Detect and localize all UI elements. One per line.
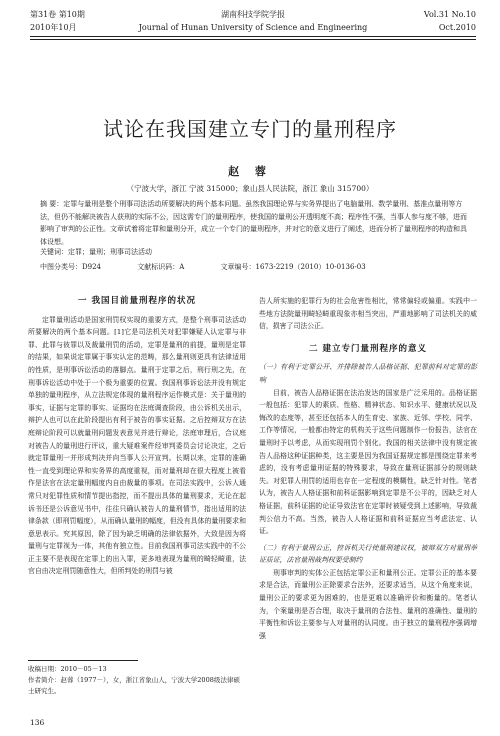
subsection-heading-1: （一）有利于定罪公开、并排除被告人品格证据、犯罪前科对定罪的影响 — [259, 363, 477, 384]
document-code: 文献标识码：A — [137, 263, 185, 271]
classification-meta — [40, 262, 470, 272]
volume-issue-cn: 第31卷 第10期 — [30, 10, 85, 19]
keywords: 关键词：定罪；量刑；刑事司法活动 — [40, 248, 152, 256]
header-rule-thick — [30, 36, 476, 37]
page-number: 136 — [30, 718, 45, 727]
body-paragraph-continued: 告人所实施的犯罪行为的社会危害性相比，常常偏轻或偏重。实践中一些地方法院量刑畸轻畸重现象亦相当突出，严重地影响了司法机关的威信，损害了司法公正。 — [259, 297, 477, 331]
author-name: 赵 蓉 — [228, 165, 272, 178]
body-paragraph: 刑事审判的实体公正包括定罪公正和量刑公正。定罪公正的基本要求是合法，而量刑公正除要求合法外，还要求适当，从这个角度来说，量刑公正的要求更为困难的，也是更难以准确评价和衡量的。笔者认为，个案量刑是否合理，取决于量刑的合法性、量刑的准确性、量刑的平衡性和诉讼主要参与人对量刑的认同度。由于独立的量刑程序强调增强 — [259, 568, 477, 640]
running-header — [30, 8, 476, 40]
body-paragraph: 目前，被告人品格证据在法治发达的国家是广泛采用的。品格证据一般包括：犯罪人的素质、性格、精神状态、知识水平、健康状况以及悔改的态度等，甚至还包括本人的生育史、家族、近邻、学校、同学、工作等情况，一般都由特定的机构关于这些问题制作一份报告，法官在量刑时予以考虑，从而实现刑罚个别化。我国的相关法律中没有规定被告人品格这种证据种类，这主要是因为我国证据规定都是围绕定罪来考虑的，没有考虑量刑证据的特殊要求，导致在量刑证据部分的规则缺失。对犯罪人刑罚的适用也存在一定程度的模糊性，缺乏针对性。笔者认为，被告人人格证据和前科证据影响到定罪是不公平的，因缺乏对人格证据，前科证据的论证导致法官在定罪时被疑受到上述影响，导致裁判公信力不高。当然，被告人人格证据和前科证据应当考虑法定、认证。 — [259, 388, 477, 536]
footnote — [28, 660, 246, 697]
article-number: 文章编号：1673-2219（2010）10-0136-03 — [220, 263, 366, 271]
header-rule-thin — [30, 39, 476, 40]
received-date: 收稿日期：2010－05－13 — [28, 665, 107, 673]
footnote-rule — [28, 660, 138, 661]
journal-name — [30, 8, 476, 34]
left-column — [28, 295, 246, 578]
section-heading-2: 二 建立专门量刑程序的意义 — [309, 343, 427, 354]
abstract — [40, 198, 470, 248]
journal-name-en: Journal of Hunan University of Science and Engineering — [138, 23, 368, 32]
journal-name-cn: 湖南科技学院学报 — [221, 10, 285, 19]
clc-number: 中图分类号：D924 — [40, 263, 101, 271]
affiliation: （宁波大学，浙江 宁波 315000；象山县人民法院，浙江 象山 315700） — [126, 184, 374, 193]
volume-issue-en — [424, 8, 476, 34]
volume-en: Vol.31 No.10 — [423, 10, 476, 19]
date-en: Oct.2010 — [438, 23, 476, 32]
section-heading-1: 一 我国目前量刑程序的状况 — [78, 296, 196, 306]
paper-title: 试论在我国建立专门的量刑程序 — [103, 117, 397, 141]
subsection-heading-2: （二）有利于量刑公正，控诉机关行使量刑建议权，被辩双方对量刑举证质证，法官量刑裁判权要受制约 — [259, 543, 477, 565]
date-cn: 2010年10月 — [30, 23, 77, 32]
abstract-text: 摘 要：定罪与量刑是整个刑事司法活动所要解决的两个基本问题。虽然我国理论界与实务界提出了电脑量刑、数学量刑、基准点量刑等方法，但仍不能解决被告人获刑的实际不公，因这需专门的量刑程序，使我国的量刑公开透明度不高；程序性不强，当事人参与度不够，进而影响了审判的公正性。文章试着将定罪和量刑分开，成立一个专门的量刑程序，并对它的意义进行了阐述，进而分析了量刑程序的构造和具体设想。 — [40, 200, 467, 246]
body-paragraph: 定罪量刑活动是国家刑罚权实现的重要方式，是整个刑事司法活动所要解决的两个基本问题。[1]它是司法机关对犯罪嫌疑人认定罪与非罪、此罪与彼罪以及裁量刑罚的活动，定罪是量刑的前提，量刑是定罪的结果，如果说定罪属于事实认定的范畴，那么量刑则更具有法律适用的性质，是刑事诉讼活动的落脚点。量刑于定罪之后，刑行刑之先，在刑事诉讼活动中处于一个极为重要的位置。我国刑事诉讼法并没有规定单独的量刑程序，从立法规定体现的量刑程序运作模式是：关于量刑的事实，证据与定罪的事实、证据均在法庭调查阶段，由公诉机关出示，辩护人也可以在此阶段提出有利于被告的事实证据。之后控辩双方在法庭辩论阶段可以就量刑问题发表意见并进行辩论，法庭审理后，合议庭对被告人的量刑进行评议，重大疑难案件经审判委员会讨论决定，之后就定罪量刑一并形成判决并向当事人公开宣判。长期以来，定罪的准确性一直受到理论界和实务界的高度重视，而对量刑却在很大程度上被看作是法官在法定量刑幅度内自由裁量的事项。在司法实践中，公诉人通常只对犯罪性质和情节提出指控，而不提出具体的量刑要求，无论在起诉书还是公诉意见书中，往往只确认被告人的量刑情节，指出适用的法律条款（即刑罚幅度），从而确认量刑的幅度，但没有具体的量刑要求和意思表示。究其原因，除了因为缺乏明确的法律依据外，大致是因为将量刑与定罪视为一体，其他有独立性。目前我国刑事司法实践中的不公正主要不是表现在定罪上的出入罪，更多地表现为量刑的畸轻畸重，法官自由决定刑罚随意性大，但所判处的刑罚与被 — [28, 315, 246, 576]
author-bio: 作者简介：赵蓉（1977－），女，浙江省象山人，宁波大学2008级法律硕士研究生。 — [28, 676, 240, 695]
right-column — [259, 295, 477, 642]
